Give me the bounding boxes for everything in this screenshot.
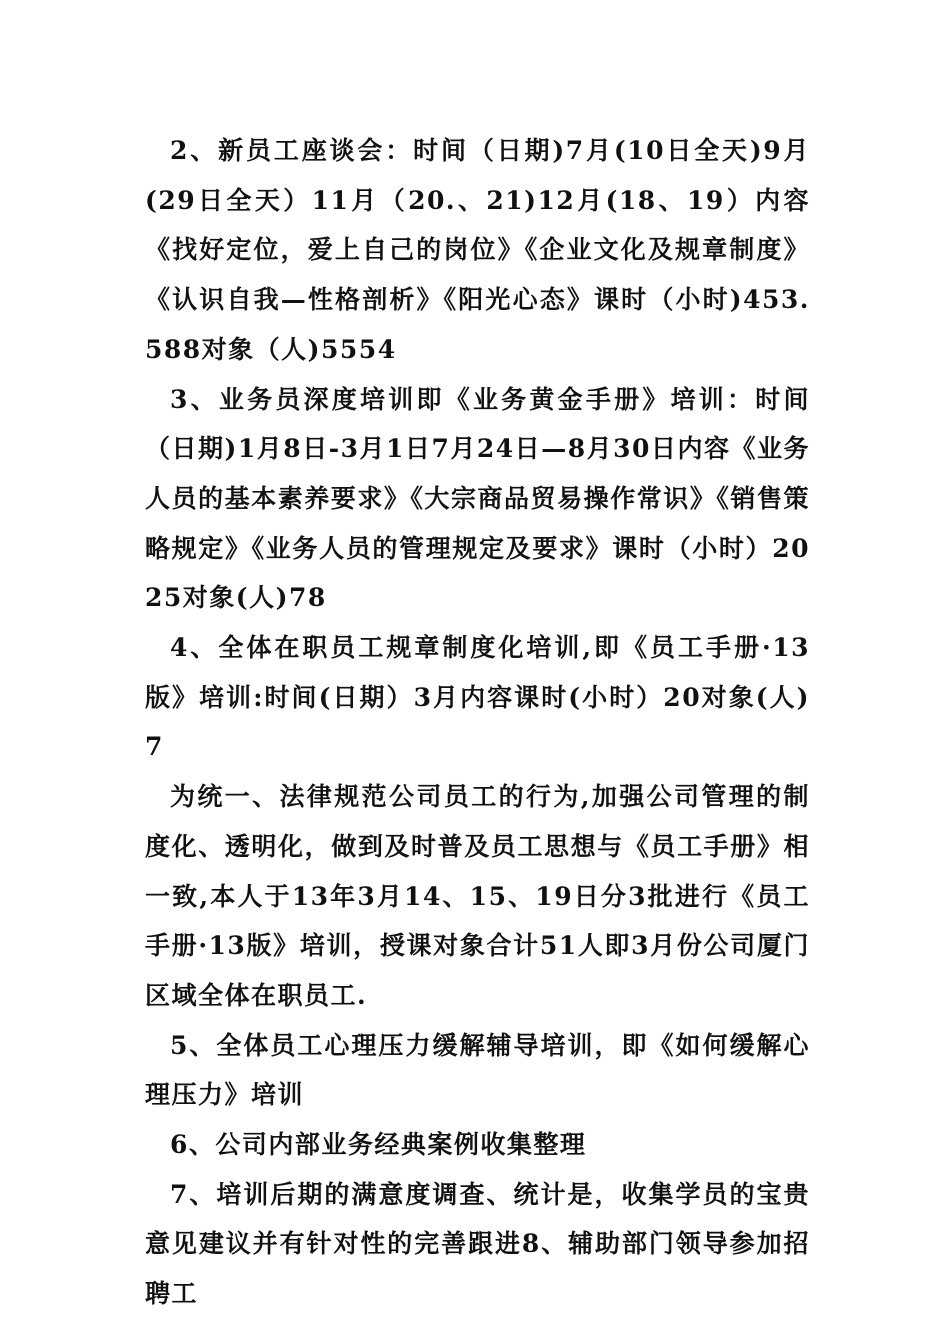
- paragraph-case-collection: 6、公司内部业务经典案例收集整理: [170, 1130, 587, 1160]
- paragraph-rules-training: 4、全体在职员工规章制度化培训,即《员工手册·13版》培训:时间(日期）3月内容课时(小时）20对象(人)7: [145, 633, 810, 762]
- paragraph-satisfaction-survey: 7、培训后期的满意度调查、统计是，收集学员的宝贵意见建议并有针对性的完善跟进8、辅助部门领导参加招聘工: [145, 1179, 810, 1309]
- paragraph-handbook-purpose: 为统一、法律规范公司员工的行为,加强公司管理的制度化、透明化，做到及时普及员工思想与《员工手册》相一致,本人于13年3月14、15、19日分3批进行《员工手册·13版》培训，授课对象合计51人即3月份公司厦门区域全体在职员工.: [145, 782, 810, 1010]
- paragraph-new-staff-forum: 2、新员工座谈会：时间（日期)7月(10日全天)9月(29日全天）11月（20.、21)12月(18、19）内容《找好定位，爱上自己的岗位》《企业文化及规章制度》《认识自我—性格剖析》《阳光心态》课时（小时)453.588对象（人)5554: [145, 136, 810, 364]
- paragraph-stress-training: 5、全体员工心理压力缓解辅导培训，即《如何缓解心理压力》培训: [145, 1030, 810, 1110]
- document-body: [145, 126, 810, 1319]
- paragraph-sales-training: 3、业务员深度培训即《业务黄金手册》培训：时间（日期)1月8日-3月1日7月24日—8月30日内容《业务人员的基本素养要求》《大宗商品贸易操作常识》《销售策略规定》《业务人员的管理规定及要求》课时（小时）2025对象(人)78: [145, 384, 810, 613]
